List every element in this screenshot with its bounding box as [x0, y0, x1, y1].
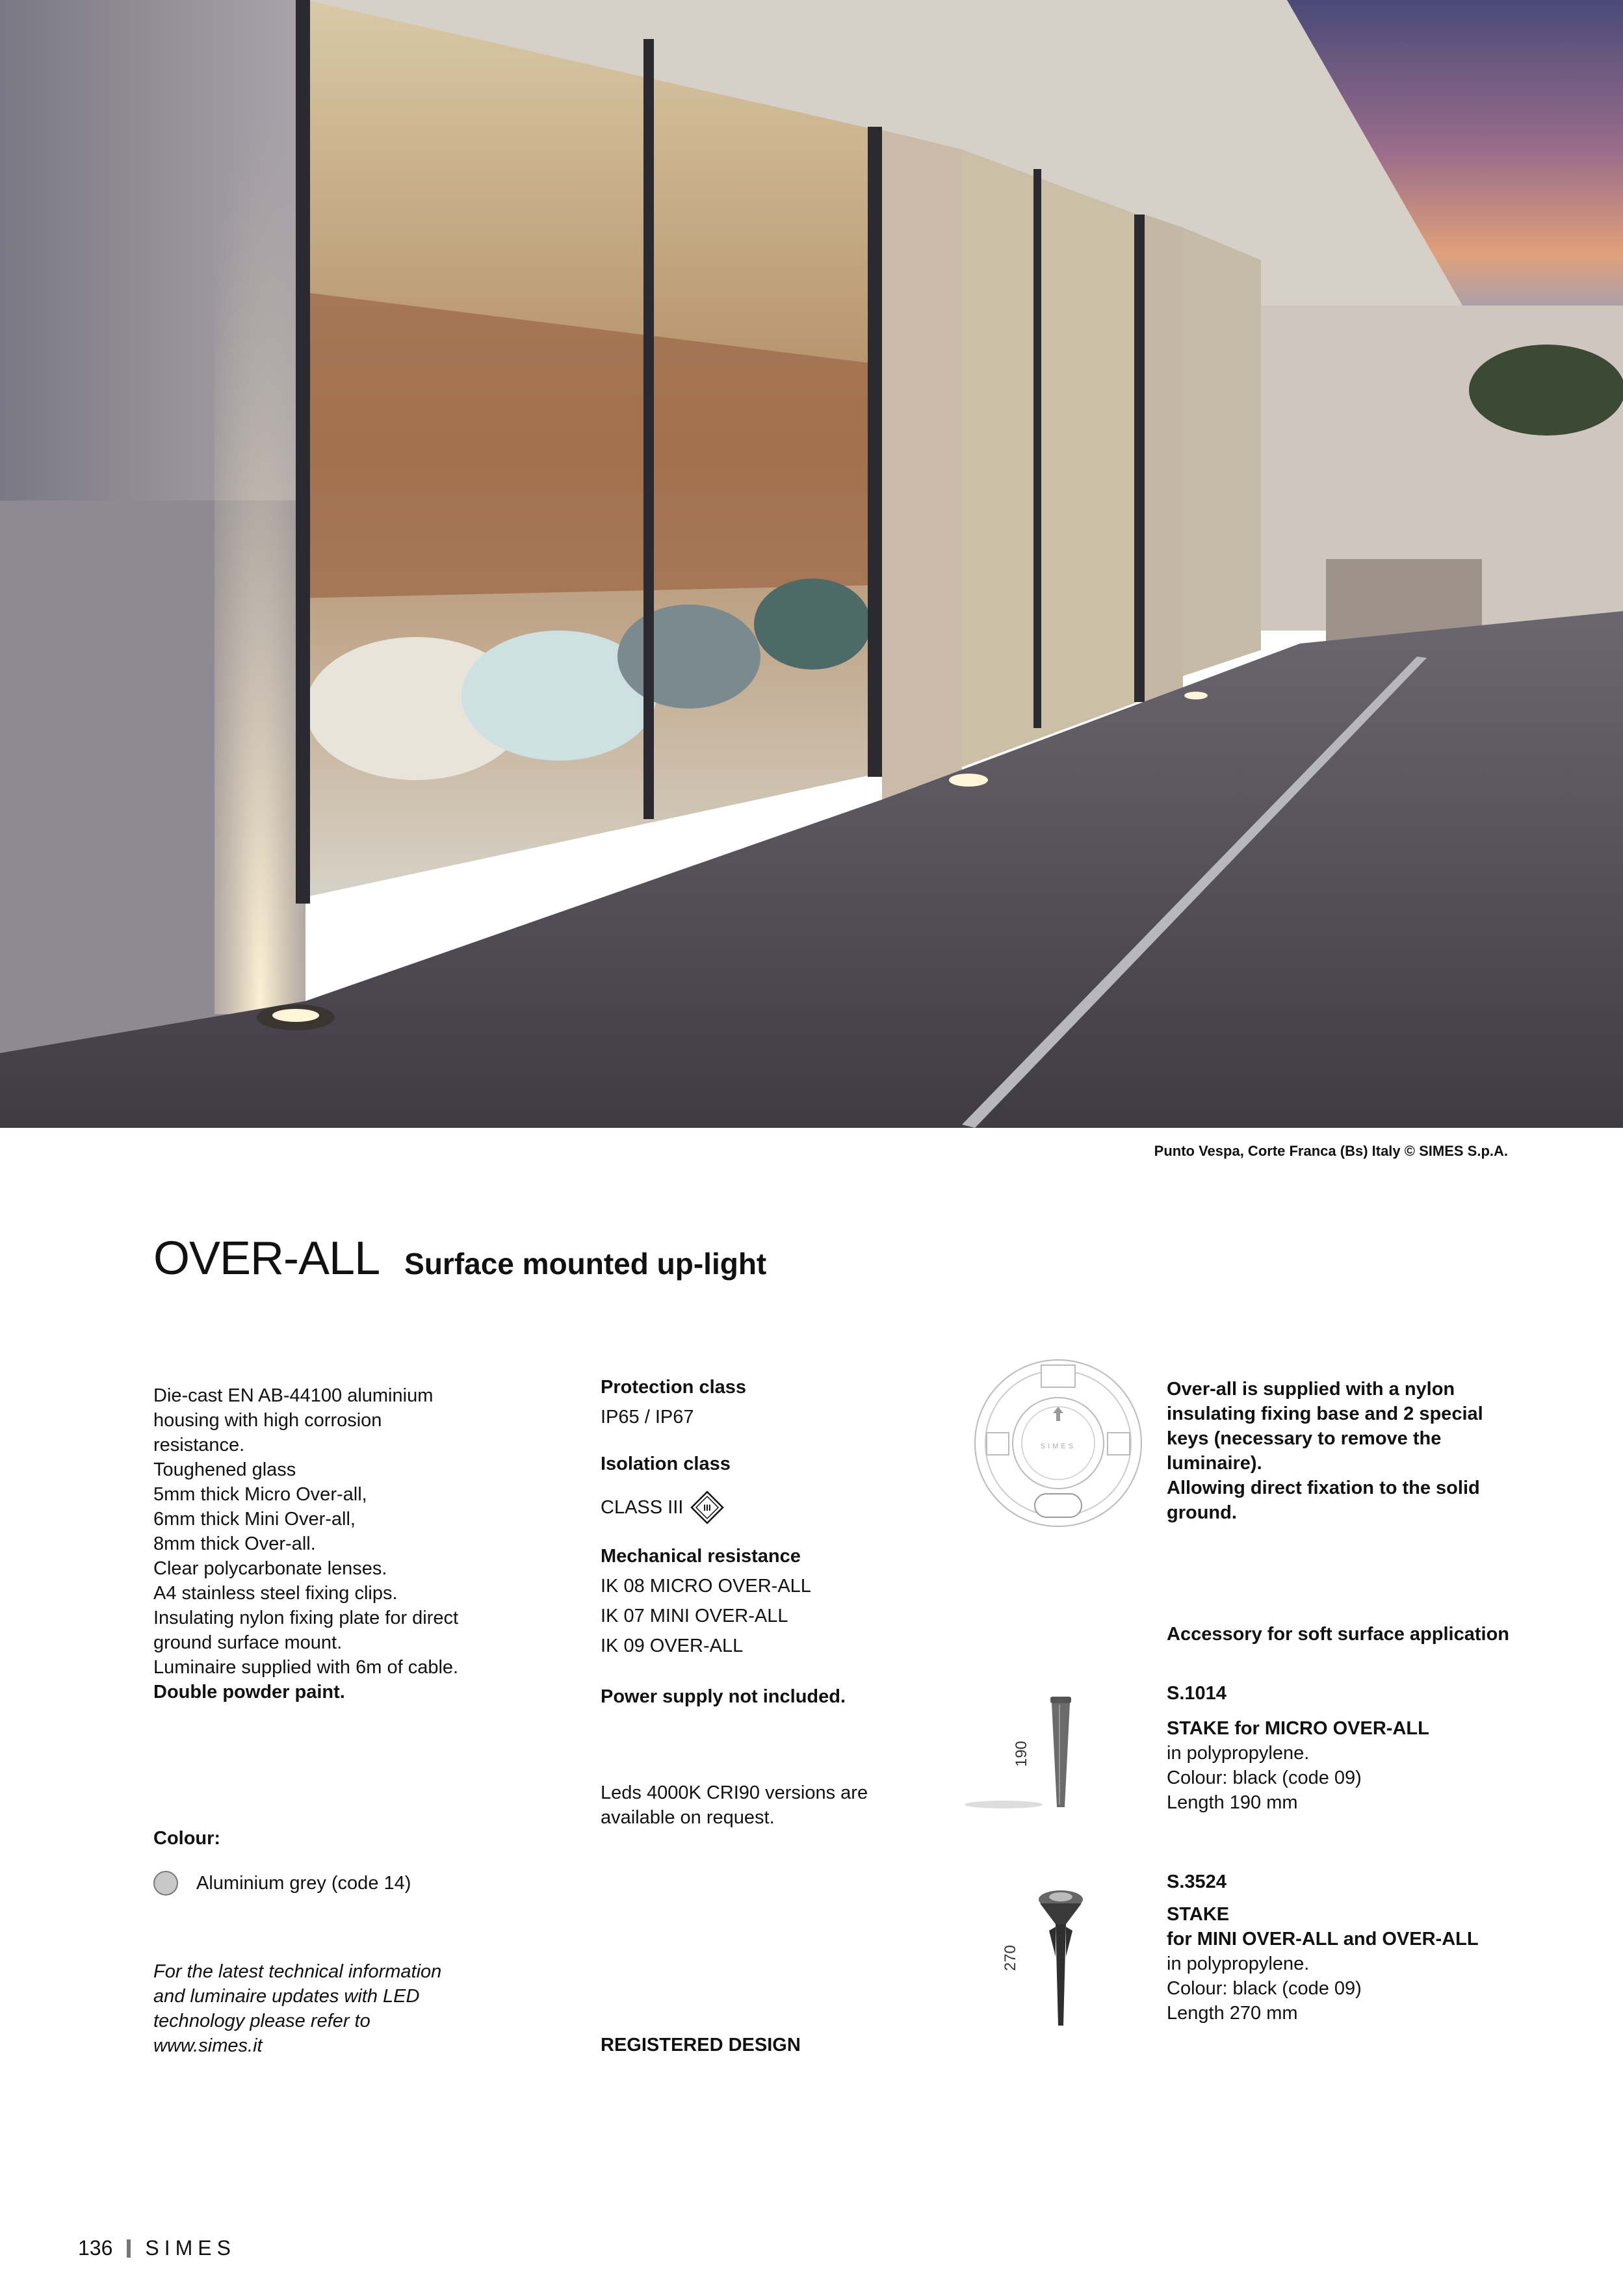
fixing-base-line: insulating fixing base and 2 special — [1167, 1403, 1483, 1424]
stake-detail: in polypropylene. — [1167, 1743, 1310, 1764]
isolation-class-value — [601, 1490, 725, 1525]
mechanical-value: IK 07 MINI OVER-ALL — [601, 1606, 788, 1626]
mechanical-value: IK 08 MICRO OVER-ALL — [601, 1576, 811, 1597]
stake-s1014-info — [1167, 1681, 1429, 1815]
accessory-heading: Accessory for soft surface application — [1167, 1624, 1509, 1645]
stake-s3524-dimension: 270 — [1002, 1944, 1020, 1972]
product-title — [153, 1232, 766, 1285]
description-line: ground surface mount. — [153, 1632, 343, 1653]
stake-code: S.3524 — [1167, 1872, 1227, 1892]
note-line: technology please refer to — [153, 2011, 370, 2031]
stake-code: S.1014 — [1167, 1683, 1227, 1704]
description-line: 5mm thick Micro Over-all, — [153, 1484, 367, 1505]
stake-title: STAKE — [1167, 1904, 1230, 1925]
fixing-base-line: luminaire). — [1167, 1453, 1262, 1474]
description-block — [153, 1383, 517, 1704]
stake-detail: Length 270 mm — [1167, 2003, 1298, 2024]
protection-class-label: Protection class — [601, 1377, 747, 1398]
class-iii-icon — [690, 1490, 725, 1525]
plate-brand-text: SIMES — [1040, 1442, 1076, 1450]
mechanical-value: IK 09 OVER-ALL — [601, 1636, 744, 1656]
description-line: A4 stainless steel fixing clips. — [153, 1583, 398, 1604]
description-line: housing with high corrosion — [153, 1410, 382, 1431]
fixing-base-drawing — [972, 1352, 1144, 1534]
isolation-class-text: CLASS III — [601, 1496, 684, 1518]
showroom-exterior-image — [0, 0, 1623, 1128]
mechanical-resistance-label: Mechanical resistance — [601, 1546, 801, 1567]
fixing-base-line: Over-all is supplied with a nylon — [1167, 1379, 1455, 1400]
fixing-base-line: keys (necessary to remove the — [1167, 1428, 1442, 1449]
description-line: 6mm thick Mini Over-all, — [153, 1509, 356, 1530]
leds-note-line: available on request. — [601, 1807, 775, 1828]
description-line: Luminaire supplied with 6m of cable. — [153, 1657, 459, 1678]
leds-note-line: Leds 4000K CRI90 versions are — [601, 1782, 868, 1803]
note-link[interactable]: www.simes.it — [153, 2035, 263, 2056]
footer-brand: SIMES — [145, 2236, 236, 2260]
note-line: For the latest technical information — [153, 1961, 442, 1982]
stake-title: for MINI OVER-ALL and OVER-ALL — [1167, 1929, 1479, 1950]
description-bold-line: Double powder paint. — [153, 1682, 345, 1702]
note-line: and luminaire updates with LED — [153, 1986, 420, 2007]
description-line: resistance. — [153, 1435, 245, 1455]
stake-s1014-dimension: 190 — [1013, 1740, 1031, 1768]
stake-detail: in polypropylene. — [1167, 1953, 1310, 1974]
isolation-class-label: Isolation class — [601, 1454, 731, 1474]
fixing-base-line: ground. — [1167, 1502, 1237, 1523]
technical-info-note — [153, 1959, 517, 2058]
stake-detail: Colour: black (code 09) — [1167, 1978, 1362, 1999]
stake-s3524-image — [1014, 1885, 1092, 2035]
colour-option — [153, 1871, 411, 1896]
product-name: OVER-ALL — [153, 1233, 380, 1285]
page-number: 136 — [78, 2236, 113, 2260]
hero-photo — [0, 0, 1623, 1128]
description-line: Die-cast EN AB-44100 aluminium — [153, 1385, 434, 1406]
stake-title: STAKE for MICRO OVER-ALL — [1167, 1718, 1429, 1739]
description-line: Clear polycarbonate lenses. — [153, 1558, 387, 1579]
colour-option-label: Aluminium grey (code 14) — [196, 1872, 411, 1894]
description-line: Toughened glass — [153, 1459, 296, 1480]
class-iii-symbol: III — [703, 1502, 712, 1513]
stake-s3524-info — [1167, 1870, 1479, 2026]
colour-swatch — [153, 1871, 178, 1896]
product-subtitle: Surface mounted up-light — [404, 1247, 767, 1281]
protection-class-value: IP65 / IP67 — [601, 1407, 694, 1428]
stake-detail: Length 190 mm — [1167, 1792, 1298, 1813]
footer-separator — [127, 2239, 131, 2258]
registered-design: REGISTERED DESIGN — [601, 2035, 801, 2055]
photo-caption: Punto Vespa, Corte Franca (Bs) Italy © SIMES S.p.A. — [1154, 1143, 1508, 1159]
description-line: Insulating nylon fixing plate for direct — [153, 1608, 459, 1628]
page-footer — [78, 2236, 236, 2260]
stake-detail: Colour: black (code 09) — [1167, 1768, 1362, 1788]
power-supply-note: Power supply not included. — [601, 1686, 846, 1707]
colour-heading: Colour: — [153, 1828, 221, 1849]
fixing-base-line: Allowing direct fixation to the solid — [1167, 1478, 1480, 1498]
fixing-base-text — [1167, 1377, 1531, 1525]
description-line: 8mm thick Over-all. — [153, 1533, 316, 1554]
